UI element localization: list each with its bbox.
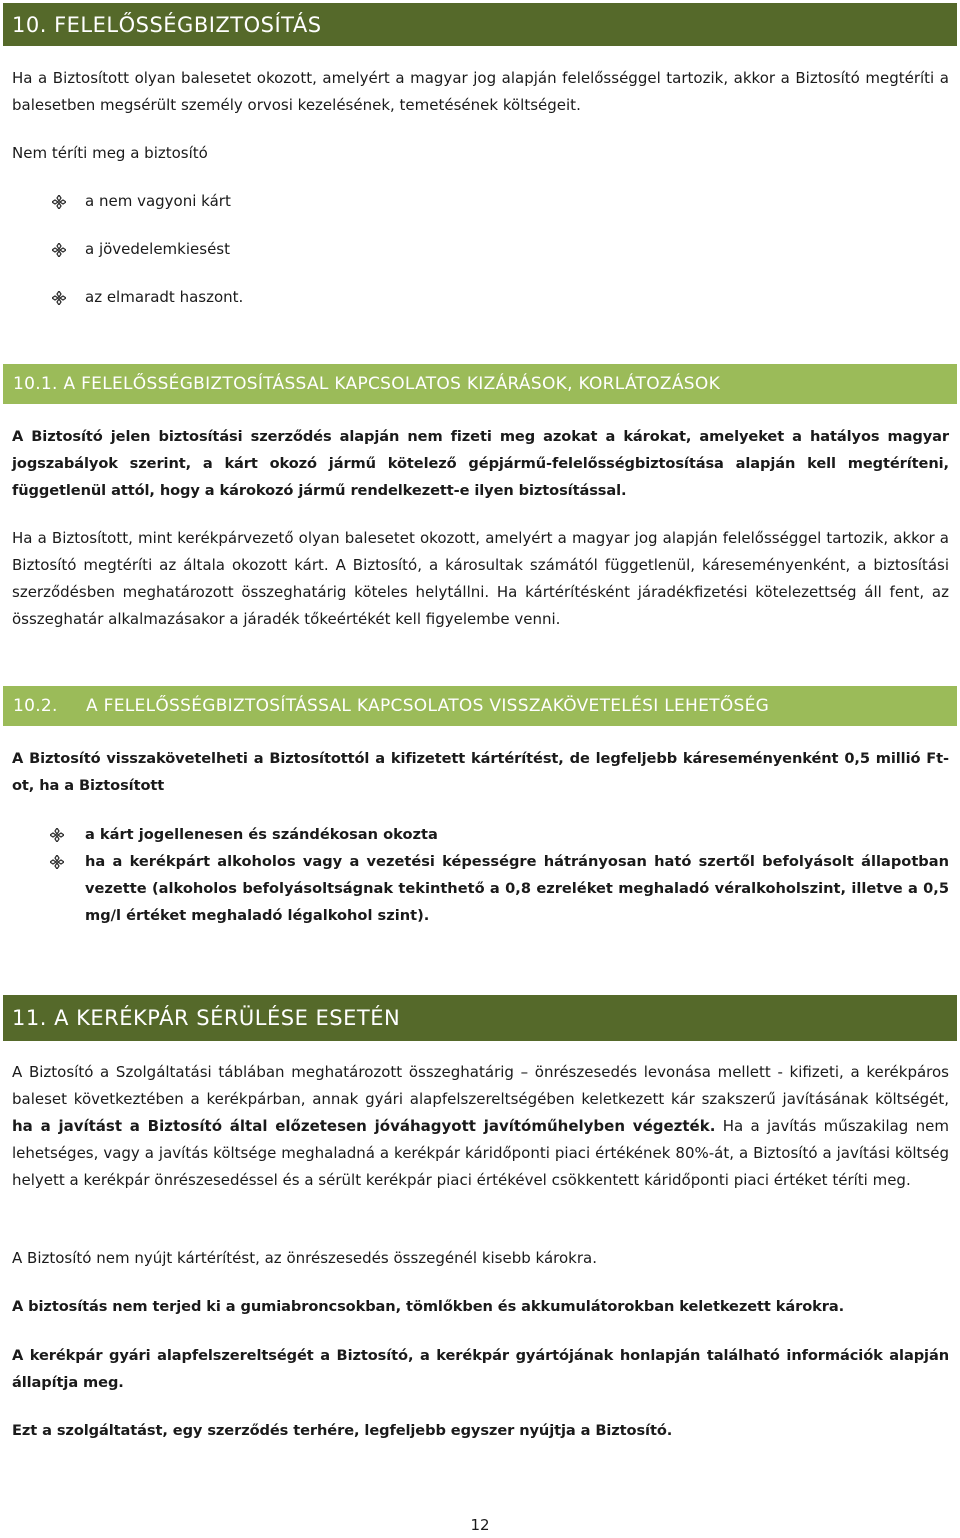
four-diamond-star-icon: [50, 848, 64, 875]
four-diamond-star-icon: [52, 236, 66, 263]
four-diamond-star-icon: [50, 821, 64, 848]
page-number: 12: [470, 1516, 490, 1534]
section-11-paragraph-2: A Biztosító nem nyújt kártérítést, az önrészesedés összegénél kisebb károkra.: [12, 1249, 597, 1267]
list-item: [12, 284, 949, 311]
section-10-1-paragraph-2: Ha a Biztosított, mint kerékpárvezető olyan balesetet okozott, amelyért a magyar jog alapján felelősséggel tartozik, akkor a Biztosító megtéríti az általa okozott kárt. A Biztosító, a károsultak számától függetlenül, káreseményenként, a biztosítási szerződésben meghatározott összeghatárig köteles helytállni. Ha kártérítésként járadékfizetési kötelezettség áll fent, az összeghatár alkalmazásakor a járadék tőkeértékét kell figyelembe venni.: [12, 529, 949, 628]
section-10-2-paragraph-1: A Biztosító visszakövetelheti a Biztosítottól a kifizetett kártérítést, de legfeljebb káreseményenként 0,5 millió Ft-ot, ha a Biztosított: [12, 750, 949, 794]
section-10-1-title: 10.1. A FELELŐSSÉGBIZTOSÍTÁSSAL KAPCSOLATOS KIZÁRÁSOK, KORLÁTOZÁSOK: [13, 374, 721, 394]
section-11-paragraph-1-text-a: A Biztosító a Szolgáltatási táblában meghatározott összeghatárig – önrészesedés levonása mellett - kifizeti, a kerékpáros baleset következtében a kerékpárban, annak gyári alapfelszereltségében keletkezett kár szakszerű javításának költségét,: [12, 1063, 949, 1108]
section-10-paragraph-2: Nem téríti meg a biztosító: [12, 144, 208, 162]
list-item-text: az elmaradt haszont.: [85, 288, 244, 306]
section-10-heading: [3, 3, 957, 46]
section-11-paragraph-4: A kerékpár gyári alapfelszereltségét a Biztosító, a kerékpár gyártójának honlapján található információk alapján állapítja meg.: [12, 1347, 949, 1391]
section-10-2-number: 10.2.: [13, 696, 58, 716]
section-10-title: 10. FELELŐSSÉGBIZTOSÍTÁS: [12, 12, 322, 37]
section-10-paragraph-1: Ha a Biztosított olyan balesetet okozott, amelyért a magyar jog alapján felelősséggel tartozik, akkor a Biztosító megtéríti a balesetben megsérült személy orvosi kezelésének, temetésének költségeit.: [12, 69, 949, 114]
section-10-2-heading: [3, 686, 957, 726]
list-item-text: a jövedelemkiesést: [85, 240, 230, 258]
section-11-paragraph-5: Ezt a szolgáltatást, egy szerződés terhére, legfeljebb egyszer nyújtja a Biztosító.: [12, 1422, 673, 1439]
list-item-text: ha a kerékpárt alkoholos vagy a vezetési képességre hátrányosan ható szertől befolyásolt állapotban vezette (alkoholos befolyásoltságnak tekinthető a 0,8 ezreléket meghaladó véralkoholszint, illetve a 0,5 mg/l értéket meghaladó légalkohol szint).: [85, 853, 949, 924]
list-item-text: a kárt jogellenesen és szándékosan okozta: [85, 826, 438, 843]
list-item-text: a nem vagyoni kárt: [85, 192, 231, 210]
section-11-paragraph-1-bold: ha a javítást a Biztosító által előzetesen jóváhagyott javítóműhelyben végezték.: [12, 1117, 716, 1135]
list-item: [12, 848, 949, 929]
section-10-1-paragraph-1: A Biztosító jelen biztosítási szerződés alapján nem fizeti meg azokat a károkat, amelyeket a hatályos magyar jogszabályok szerint, a kárt okozó jármű kötelező gépjármű-felelősségbiztosítása alapján kell megtéríteni, függetlenül attól, hogy a károkozó jármű rendelkezett-e ilyen biztosítással.: [12, 428, 949, 499]
section-11-title: 11. A KERÉKPÁR SÉRÜLÉSE ESETÉN: [12, 1006, 401, 1030]
section-10-2-title: A FELELŐSSÉGBIZTOSÍTÁSSAL KAPCSOLATOS VISSZAKÖVETELÉSI LEHETŐSÉG: [86, 696, 770, 716]
list-item: [12, 236, 949, 263]
section-11-paragraph-1: [12, 1059, 949, 1194]
list-item: [12, 821, 949, 848]
four-diamond-star-icon: [52, 284, 66, 311]
section-11-paragraph-1-text-b: Ha a javítás műszakilag nem lehetséges, vagy a javítás költsége meghaladná a kerékpár káridőponti piaci értékének 80%-át, a Biztosító a javítási költség helyett a kerékpár önrészesedéssel és a sérült kerékpár piaci értékével csökkentett káridőponti piaci értéket téríti meg.: [12, 1117, 949, 1189]
section-11-heading: [3, 995, 957, 1041]
four-diamond-star-icon: [52, 188, 66, 215]
list-item: [12, 188, 949, 215]
section-10-1-heading: [3, 364, 957, 404]
section-11-paragraph-3: A biztosítás nem terjed ki a gumiabroncsokban, tömlőkben és akkumulátorokban keletkezett károkra.: [12, 1298, 845, 1315]
